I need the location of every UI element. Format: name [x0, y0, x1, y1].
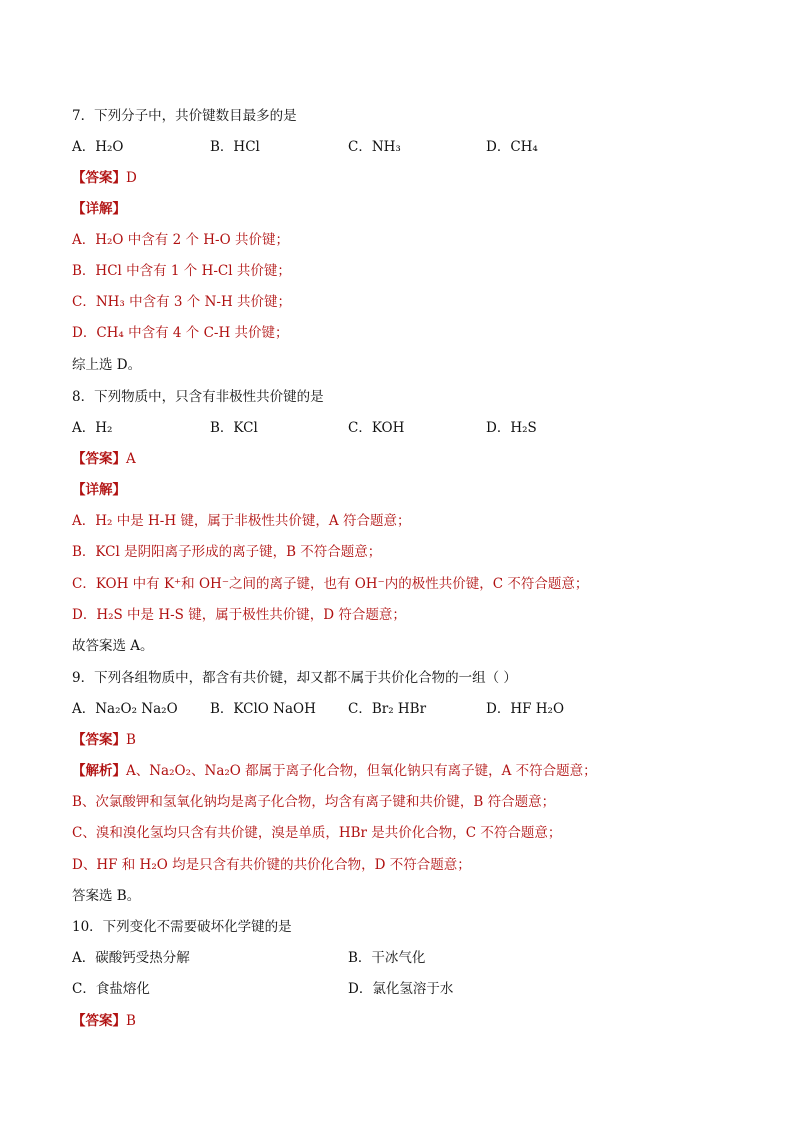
q8-option-a: A．H₂ — [72, 420, 113, 436]
q9-analysis-b: B、次氯酸钾和氢氧化钠均是离子化合物，均含有离子键和共价键，B 符合题意； — [72, 794, 556, 810]
question-9-stem: 9．下列各组物质中，都含有共价键，却又都不属于共价化合物的一组（ ） — [72, 670, 517, 686]
q8-option-c: C．KOH — [348, 420, 405, 436]
q9-option-b: B．KClO NaOH — [210, 701, 316, 717]
q8-option-d: D．H₂S — [486, 420, 537, 436]
analysis-text: A、Na₂O₂、Na₂O 都属于离子化合物，但氧化钠只有离子键，A 不符合题意； — [126, 763, 597, 779]
q10-answer — [72, 1009, 136, 1029]
q8-answer — [72, 447, 136, 467]
answer-label: 【答案】 — [72, 170, 126, 186]
q8-detail-a: A．H₂ 中是 H-H 键，属于非极性共价键，A 符合题意； — [72, 513, 411, 529]
q9-analysis-c: C、溴和溴化氢均只含有共价键，溴是单质，HBr 是共价化合物，C 不符合题意； — [72, 825, 562, 841]
q8-conclusion: 故答案选 A。 — [72, 638, 154, 654]
q7-detail-b: B．HCl 中含有 1 个 H-Cl 共价键； — [72, 263, 291, 279]
answer-value: A — [126, 451, 136, 467]
question-10-stem: 10．下列变化不需要破坏化学键的是 — [72, 919, 292, 935]
q7-detail-a: A．H₂O 中含有 2 个 H-O 共价键； — [72, 232, 289, 248]
answer-label: 【答案】 — [72, 1013, 126, 1029]
q7-detail-d: D．CH₄ 中含有 4 个 C-H 共价键； — [72, 325, 289, 341]
q9-option-c: C．Br₂ HBr — [348, 701, 427, 717]
q9-option-d: D．HF H₂O — [486, 701, 565, 717]
question-7-stem: 7．下列分子中，共价键数目最多的是 — [72, 108, 297, 124]
q9-analysis-d: D、HF 和 H₂O 均是只含有共价键的共价化合物，D 不符合题意； — [72, 857, 471, 873]
q10-option-c: C．食盐熔化 — [72, 981, 150, 997]
q9-option-a: A．Na₂O₂ Na₂O — [72, 701, 178, 717]
q8-detail-d: D．H₂S 中是 H-S 键，属于极性共价键，D 符合题意； — [72, 607, 406, 623]
q7-option-c: C．NH₃ — [348, 139, 401, 155]
q9-conclusion: 答案选 B。 — [72, 888, 141, 904]
q7-conclusion: 综上选 D。 — [72, 357, 142, 373]
q9-answer — [72, 728, 136, 748]
answer-value: D — [126, 170, 137, 186]
analysis-label: 【解析】 — [72, 763, 126, 779]
q8-detail-b: B．KCl 是阴阳离子形成的离子键，B 不符合题意； — [72, 544, 382, 560]
q7-detail-c: C．NH₃ 中含有 3 个 N-H 共价键； — [72, 294, 292, 310]
q7-option-a: A．H₂O — [72, 139, 124, 155]
q7-option-d: D．CH₄ — [486, 139, 538, 155]
answer-label: 【答案】 — [72, 451, 126, 467]
q10-option-b: B．干冰气化 — [348, 950, 426, 966]
q8-option-b: B．KCl — [210, 420, 258, 436]
q10-option-d: D．氯化氢溶于水 — [348, 981, 454, 997]
q8-detail-label: 【详解】 — [72, 482, 126, 498]
q7-option-b: B．HCl — [210, 139, 260, 155]
answer-value: B — [126, 732, 136, 748]
q8-detail-c: C．KOH 中有 K⁺和 OH⁻之间的离子键，也有 OH⁻内的极性共价键，C 不符合题意； — [72, 576, 589, 592]
q9-analysis-a — [72, 759, 597, 779]
question-8-stem: 8．下列物质中，只含有非极性共价键的是 — [72, 389, 324, 405]
answer-value: B — [126, 1013, 136, 1029]
q7-detail-label: 【详解】 — [72, 201, 126, 217]
answer-label: 【答案】 — [72, 732, 126, 748]
q10-option-a: A．碳酸钙受热分解 — [72, 950, 190, 966]
q7-answer — [72, 166, 137, 186]
